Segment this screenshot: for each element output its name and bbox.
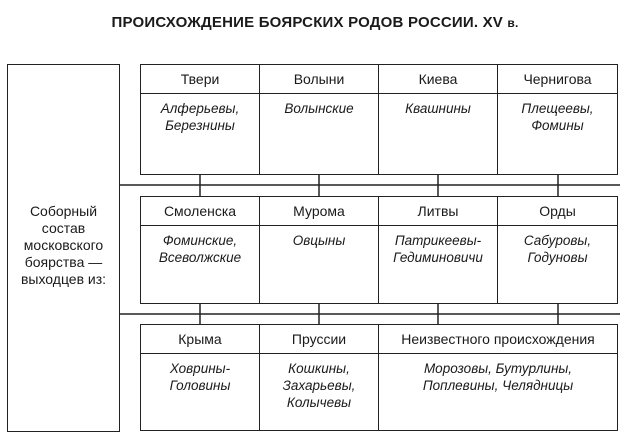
family-line: Гедиминовичи bbox=[393, 250, 483, 265]
family-line: Алферьевы, bbox=[160, 101, 240, 116]
origin-name: Литвы bbox=[379, 197, 497, 226]
title-suffix: в. bbox=[507, 16, 519, 30]
family-line: Квашнины bbox=[405, 101, 471, 116]
origin-box-volyn bbox=[259, 64, 379, 175]
origin-box-tver bbox=[140, 64, 260, 175]
family-line: Годуновы bbox=[527, 250, 588, 265]
left-label-box bbox=[7, 64, 120, 432]
origin-name: Волыни bbox=[260, 65, 378, 94]
families bbox=[498, 94, 617, 134]
families bbox=[498, 226, 617, 266]
title-main: ПРОИСХОЖДЕНИЕ БОЯРСКИХ РОДОВ РОССИИ. XV bbox=[111, 14, 503, 31]
origin-box-kiev bbox=[378, 64, 498, 175]
families bbox=[141, 354, 259, 394]
families bbox=[379, 226, 497, 266]
family-line: Патрикеевы- bbox=[394, 233, 482, 248]
families bbox=[141, 94, 259, 134]
left-label-line: состав bbox=[41, 219, 86, 236]
family-line: Колычевы bbox=[286, 395, 352, 410]
origin-name: Мурома bbox=[260, 197, 378, 226]
origin-name: Твери bbox=[141, 65, 259, 94]
origin-name: Киева bbox=[379, 65, 497, 94]
origin-box-chernigov bbox=[497, 64, 618, 175]
family-line: Волынские bbox=[284, 101, 354, 116]
family-line: Ховрины- bbox=[169, 361, 231, 376]
left-label-line: боярства — bbox=[24, 253, 103, 270]
families bbox=[260, 94, 378, 117]
origin-box-murom bbox=[259, 196, 379, 304]
family-line: Головины bbox=[169, 378, 231, 393]
origin-name: Чернигова bbox=[498, 65, 617, 94]
family-line: Всеволжские bbox=[158, 250, 242, 265]
origin-box-orda bbox=[497, 196, 618, 304]
family-line: Захарьевы, bbox=[282, 378, 356, 393]
family-line: Овцыны bbox=[292, 233, 346, 248]
origin-name: Орды bbox=[498, 197, 617, 226]
family-line: Кошкины, bbox=[288, 361, 350, 376]
families bbox=[379, 94, 497, 117]
left-label bbox=[21, 203, 106, 288]
origin-box-unknown bbox=[378, 324, 618, 431]
left-label-line: Соборный bbox=[29, 202, 98, 219]
left-label-line: выходцев из: bbox=[20, 270, 107, 287]
family-line: Фоминские, bbox=[162, 233, 238, 248]
family-line: Березнины bbox=[165, 118, 235, 133]
families bbox=[141, 226, 259, 266]
origin-name: Пруссии bbox=[260, 325, 378, 354]
origin-name: Крыма bbox=[141, 325, 259, 354]
family-line: Фомины bbox=[531, 118, 584, 133]
origin-box-litva bbox=[378, 196, 498, 304]
origin-box-smolensk bbox=[140, 196, 260, 304]
families bbox=[260, 226, 378, 249]
family-line: Морозовы, Бутурлины, bbox=[423, 361, 573, 376]
families bbox=[260, 354, 378, 411]
family-line: Сабуровы, bbox=[523, 233, 592, 248]
origin-box-krym bbox=[140, 324, 260, 431]
origin-box-prussia bbox=[259, 324, 379, 431]
family-line: Плещеевы, bbox=[521, 101, 594, 116]
family-line: Поплевины, Челядницы bbox=[422, 378, 574, 393]
families bbox=[379, 354, 617, 394]
origin-name: Неизвестного происхождения bbox=[379, 325, 617, 354]
left-label-line: московского bbox=[23, 236, 104, 253]
origin-name: Смоленска bbox=[141, 197, 259, 226]
